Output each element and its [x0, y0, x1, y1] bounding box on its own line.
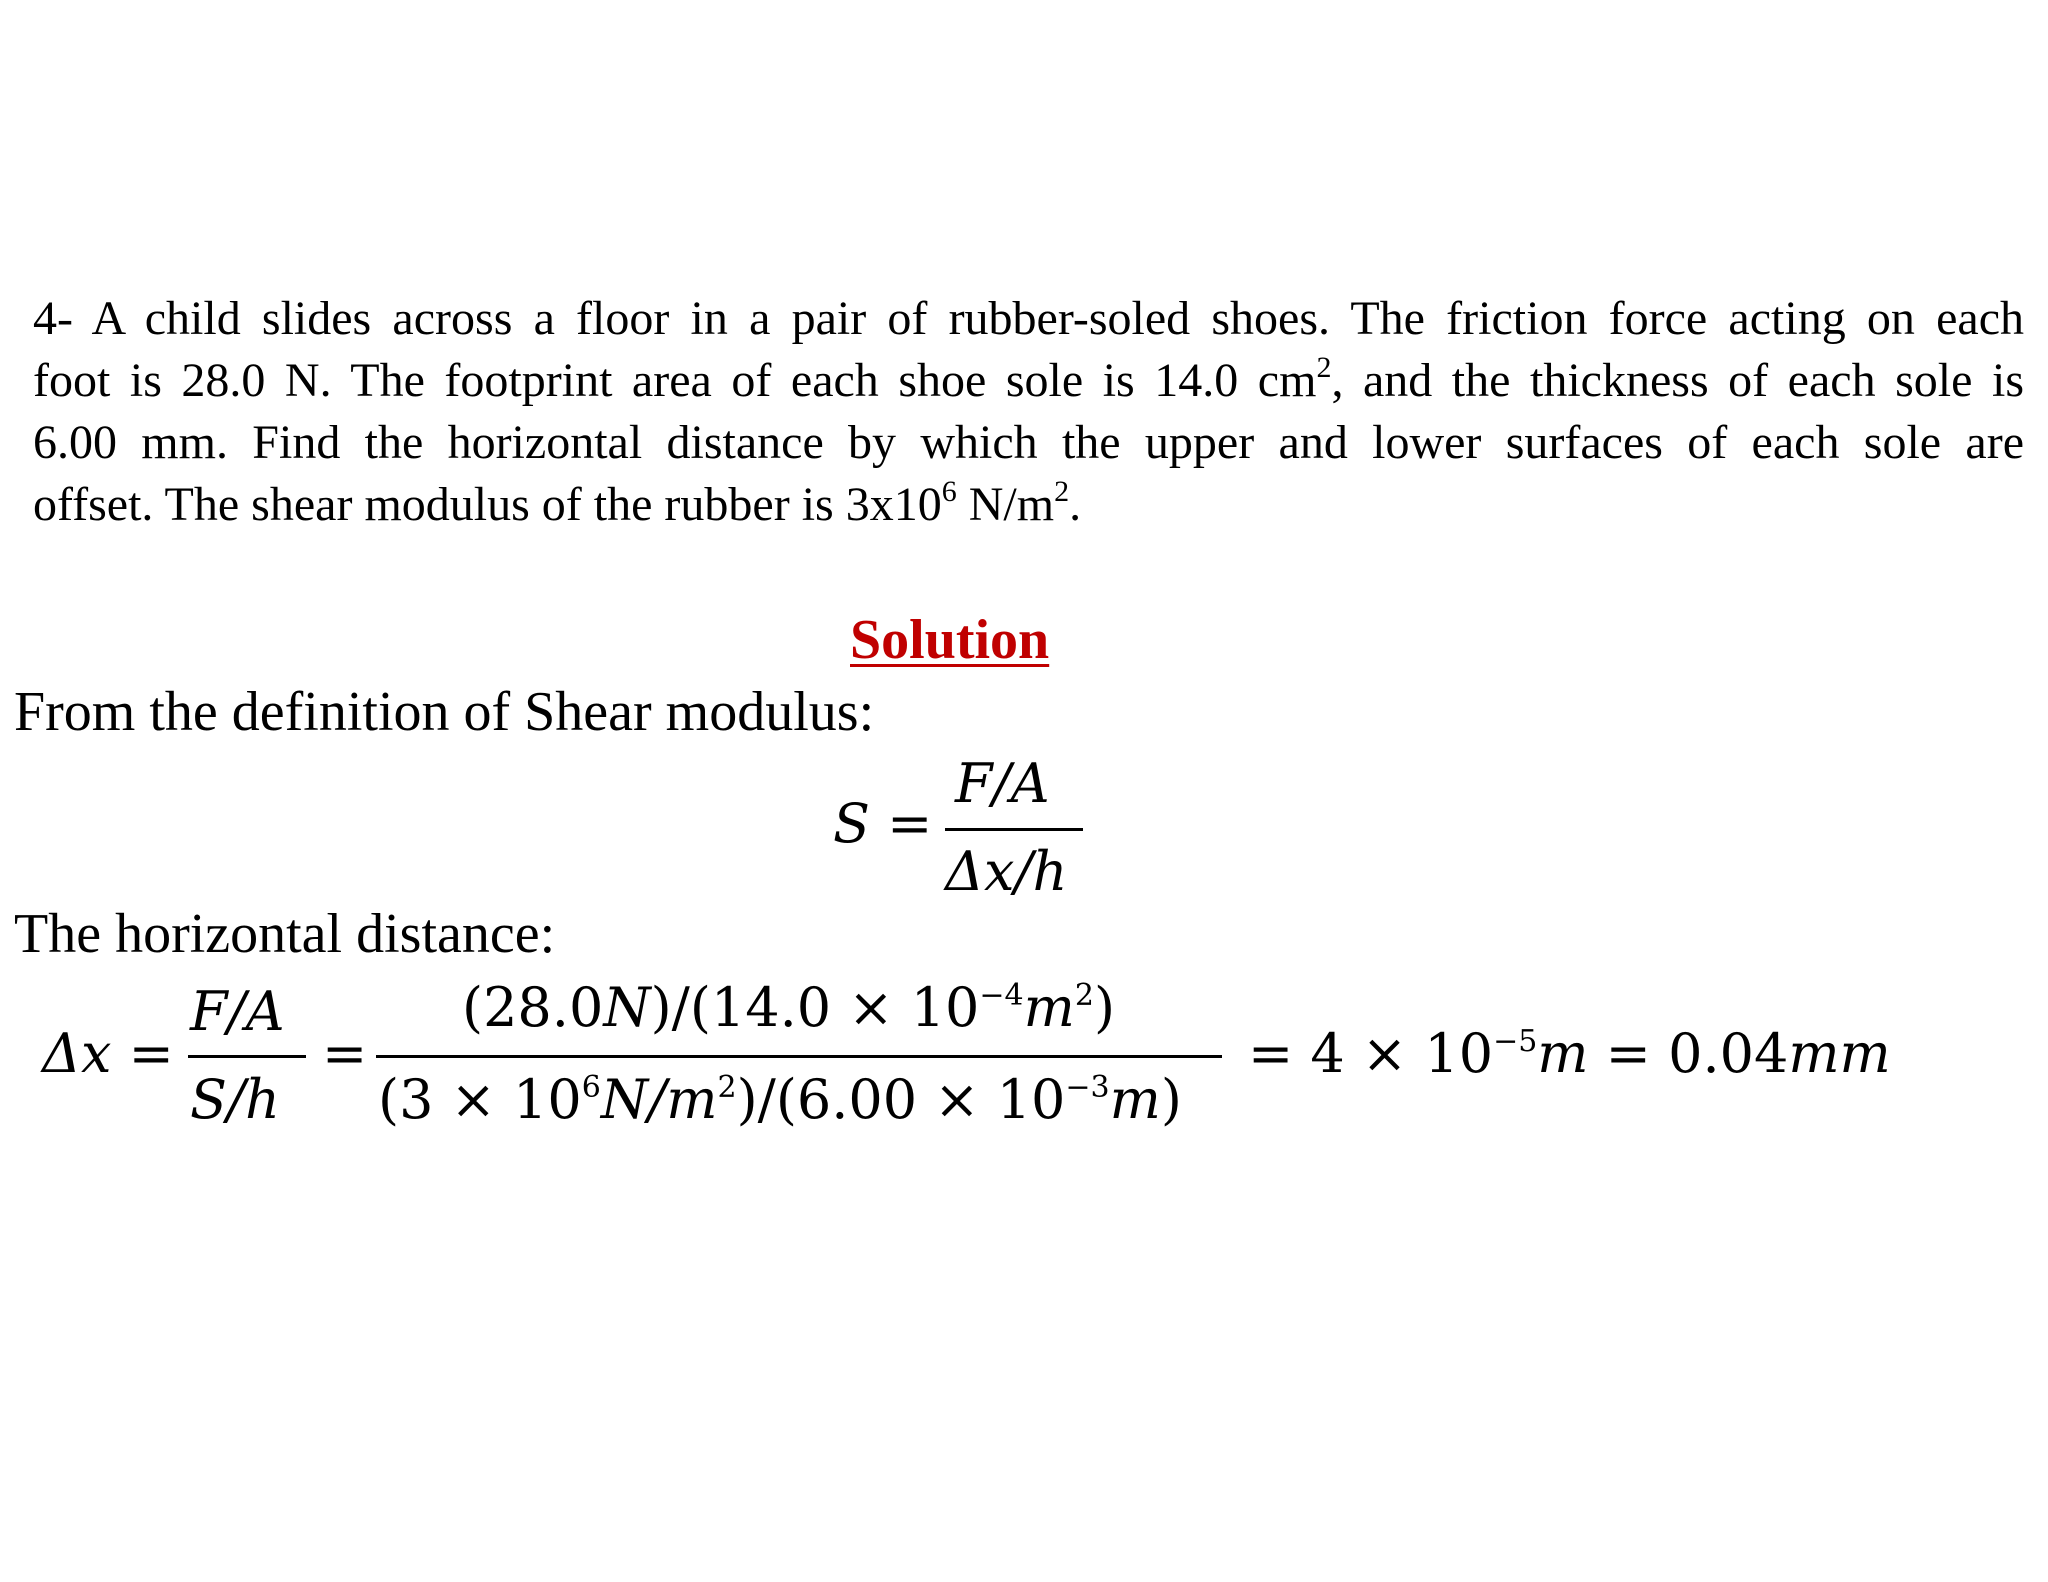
eq1-denominator: Δx/h	[945, 840, 1068, 903]
problem-line-4	[33, 474, 2024, 536]
eq2-lhs: Δx =	[42, 1022, 174, 1085]
problem-line-1: 4- A child slides across a floor in a pair of rubber-soled shoes. The friction force acting on each	[33, 292, 2024, 345]
problem-line-4-end: .	[1069, 478, 1082, 531]
problem-line-2	[33, 350, 2024, 412]
problem-line-4-text: offset. The shear modulus of the rubber is 3x10	[33, 478, 942, 531]
eq2-result: = $4 \times 10^{-5}m = 0.04mm$	[1248, 1022, 1891, 1085]
solution-heading: Solution	[850, 609, 1050, 671]
eq2-frac1-denominator: S/h	[190, 1068, 280, 1131]
eq2-main-fraction-bar	[376, 1055, 1222, 1058]
eq1-lhs: S =	[833, 792, 933, 855]
problem-statement	[33, 288, 2024, 536]
definition-text: From the definition of Shear modulus:	[14, 681, 875, 743]
problem-line-2-text: foot is 28.0 N. The footprint area of each shoe sole is 14.0 cm	[33, 354, 1317, 407]
superscript: 6	[941, 475, 957, 508]
eq2-denominator: $(3 \times 10^6N/m^2)/(6.00 \times 10^{-3}m)$	[378, 1068, 1182, 1131]
eq1-fraction-bar	[945, 828, 1083, 831]
horizontal-distance-text: The horizontal distance:	[14, 903, 556, 965]
eq1-numerator: F/A	[955, 752, 1050, 815]
eq2-frac1-bar	[188, 1055, 306, 1058]
eq2-frac1-numerator: F/A	[190, 980, 285, 1043]
eq2-numerator: $(28.0N)/(14.0 \times 10^{-4}m^2)$	[462, 976, 1116, 1039]
superscript: 2	[1054, 475, 1070, 508]
problem-line-4-unit: N/m	[956, 478, 1055, 531]
problem-line-3: 6.00 mm. Find the horizontal distance by which the upper and lower surfaces of each sole are	[33, 416, 2024, 469]
eq2-equals: =	[322, 1022, 368, 1085]
superscript: 2	[1316, 351, 1332, 384]
problem-line-2-text-end: , and the thickness of each sole is	[1331, 354, 2024, 407]
